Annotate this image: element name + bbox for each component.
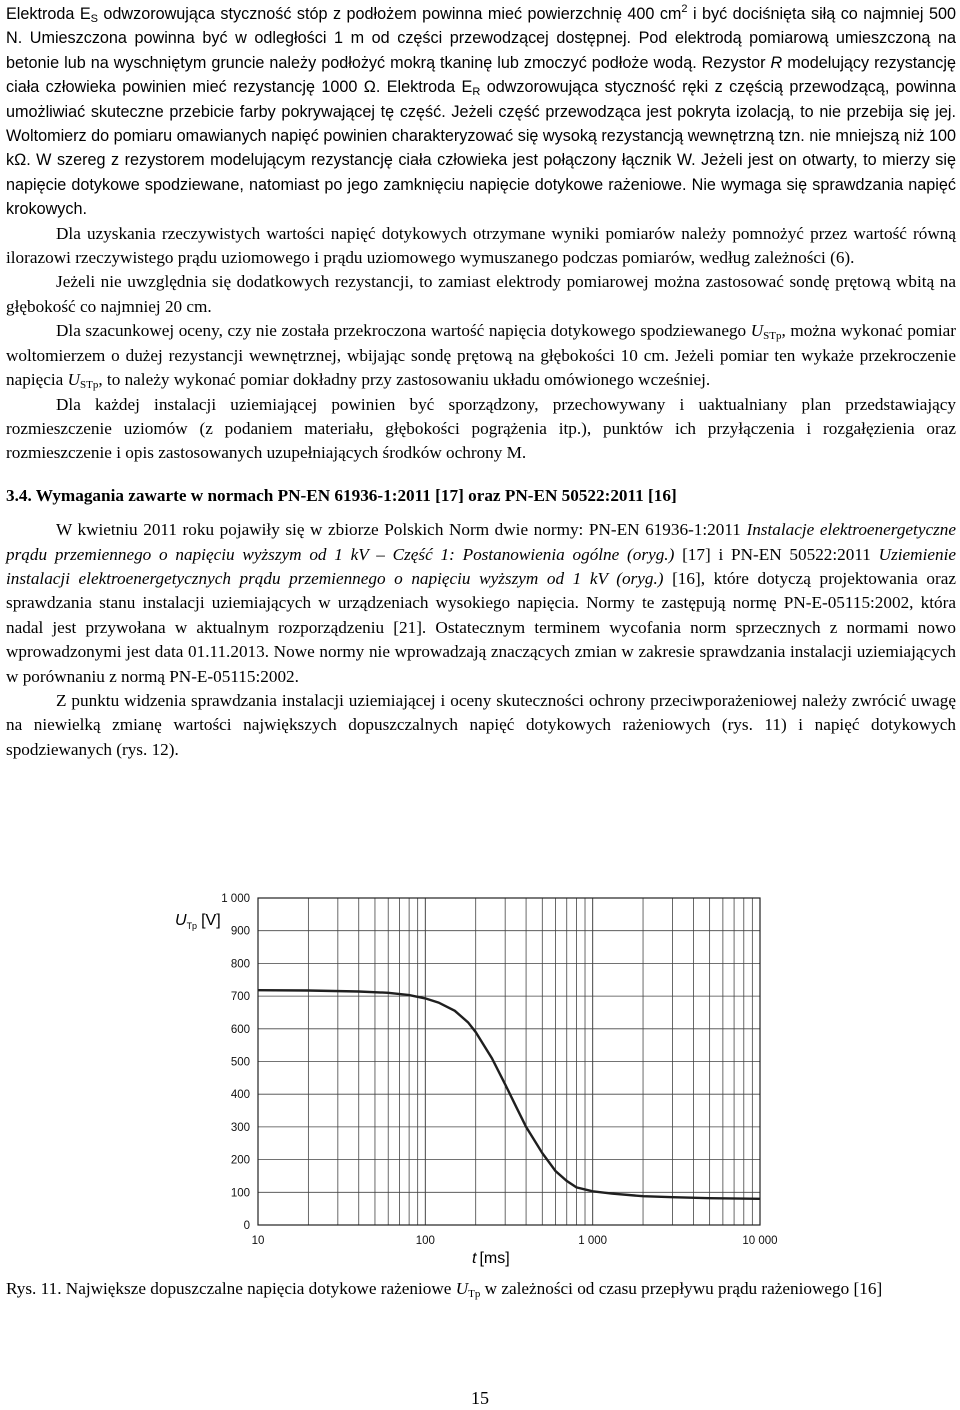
paragraph-plan: Dla każdej instalacji uziemiającej powinien być sporządzony, przechowywany i uaktualniany plan przedstawiający rozmieszczenie uziomów (z podaniem materiału, głębokości pogrążenia itp.), punktów ich przyłączenia i rozgałęzienia oraz rozmieszczenie i opis zastosowanych uzupełniających środków ochrony M. xyxy=(6,394,956,463)
page-number: 15 xyxy=(471,1388,489,1408)
chart-grid xyxy=(258,898,760,1225)
y-tick-label: 1 000 xyxy=(221,893,250,905)
y-tick-label: 400 xyxy=(230,1089,250,1102)
y-tick-label: 700 xyxy=(230,991,250,1004)
y-tick-label: 800 xyxy=(230,958,250,971)
y-axis-label: $U_{Tp}$ [V] xyxy=(175,912,221,931)
paragraph-rod-probe: Jeżeli nie uwzględnia się dodatkowych rezystancji, to zamiast elektrody pomiarowej można zastosować sondę prętową wbitą na głębokość co najmniej 20 cm. xyxy=(6,272,956,316)
figure-caption: Rys. 11. Największe dopuszczalne napięcia dotykowe rażeniowe $U_{Tp}$ w zależności od czasu przepływu prądu rażeniowego [16] xyxy=(6,1279,883,1300)
y-tick-label: 300 xyxy=(230,1121,250,1134)
paragraph-electrodes: Elektroda $E_S$ odwzorowująca styczność stóp z podłożem powinna mieć powierzchnię 400 $cm^2$ i być dociśnięta siłą co najmniej 500 N. Umieszczona powinna być w odległości 1 m od części przewodzącej dostępnej. Pod elektrodą pomiarową umieszczoną na betonie lub na wyschniętym gruncie należy podłożyć mokrą tkaninę lub zmoczyć podłoże wodą. Rezystor R modelujący rezystancję ciała człowieka powinien mieć rezystancję 1000 Ω. Elektroda $E_R$ odwzorowująca styczność ręki z częścią przewodzącą, powinna umożliwiać skuteczne przebicie farby pokrywającej tę część. Jeżeli część przewodząca jest pokryta izolacją, to nie przebija się jej. Woltomierz do pomiaru omawianych napięć powinien charakteryzować się wysoką rezystancją wewnętrzną tzn. nie mniejszą niż 100 kΩ. W szereg z rezystorem modelującym rezystancję ciała człowieka jest połączony łącznik W. Jeżeli jest on otwarty, to mierzy się napięcie dotykowe spodziewane, natomiast po jego zamknięciu napięcie dotykowe rażeniowe. Nie wymaga się sprawdzania napięć krokowych. xyxy=(6,3,957,219)
x-axis-label: t [ms] xyxy=(472,1250,510,1267)
x-tick-label: 100 xyxy=(415,1235,435,1247)
x-tick-label: 10 000 xyxy=(742,1235,778,1247)
section-heading: 3.4. Wymagania zawarte w normach PN-EN 61936-1:2011 [17] oraz PN-EN 50522:2011 [16] xyxy=(6,485,677,505)
paragraph-real-values: Dla uzyskania rzeczywistych wartości napięć dotykowych otrzymane wyniki pomiarów należy pomnożyć przez wartość równą ilorazowi rzeczywistego prądu uziomowego i prądu uziomowego wymuszanego podczas pomiarów, według zależności (6). xyxy=(6,223,956,268)
y-tick-label: 500 xyxy=(230,1056,250,1069)
y-tick-label: 100 xyxy=(230,1187,250,1200)
chart-ticks xyxy=(221,893,777,1247)
touch-voltage-chart xyxy=(150,880,800,1270)
paragraph-estimate: Dla szacunkowej oceny, czy nie została przekroczona wartość napięcia dotykowego spodziewanego $U_{STp}$, można wykonać pomiar woltomierzem o dużej rezystancji wewnętrznej, wbijając sondę prętową na głębokości 10 cm. Jeżeli pomiar ten wykaże przekroczenie napięcia $U_{STp}$, to należy wykonać pomiar dokładny przy zastosowaniu układu omówionego wcześniej. xyxy=(6,321,957,392)
paragraph-viewpoint: Z punktu widzenia sprawdzania instalacji uziemiającej i oceny skuteczności ochrony przeciwporażeniowej należy zwrócić uwagę na niewielką zmianę wartości największych dopuszczalnych napięć dotykowych rażeniowych (rys. 11) i napięć dotykowych spodziewanych (rys. 12). xyxy=(6,690,956,759)
y-tick-label: 0 xyxy=(243,1220,250,1232)
x-tick-label: 10 xyxy=(251,1235,265,1247)
x-tick-label: 1 000 xyxy=(578,1235,608,1247)
body-text xyxy=(6,2,956,762)
paragraph-standards: W kwietniu 2011 roku pojawiły się w zbiorze Polskich Norm dwie normy: PN-EN 61936-1:2011 Instalacje elektroenergetyczne prądu przemiennego o napięciu wyższym od 1 kV – Część 1: Postanowienia ogólne (oryg.) [17] i PN-EN 50522:2011 Uziemienie instalacji elektroenergetycznych prądu przemiennego o napięciu wyższym od 1 kV (oryg.) [16], które dotyczą projektowania oraz sprawdzania stanu instalacji uziemiających w urządzeniach wysokiego napięcia. Normy te zastępują normę PN-E-05115:2002, która nadal jest przywołana w aktualnym rozporządzeniu [21]. Ostatecznym terminem wycofania norm sprzecznych z normami nowo wprowadzonymi jest data 01.11.2013. Nowe normy nie wprowadzają znaczących zmian w zakresie sprawdzania instalacji uziemiających w porównaniu z normą PN-E-05115:2002. xyxy=(6,520,956,686)
y-tick-label: 600 xyxy=(230,1023,250,1036)
y-tick-label: 900 xyxy=(230,925,250,938)
y-tick-label: 200 xyxy=(230,1154,250,1167)
